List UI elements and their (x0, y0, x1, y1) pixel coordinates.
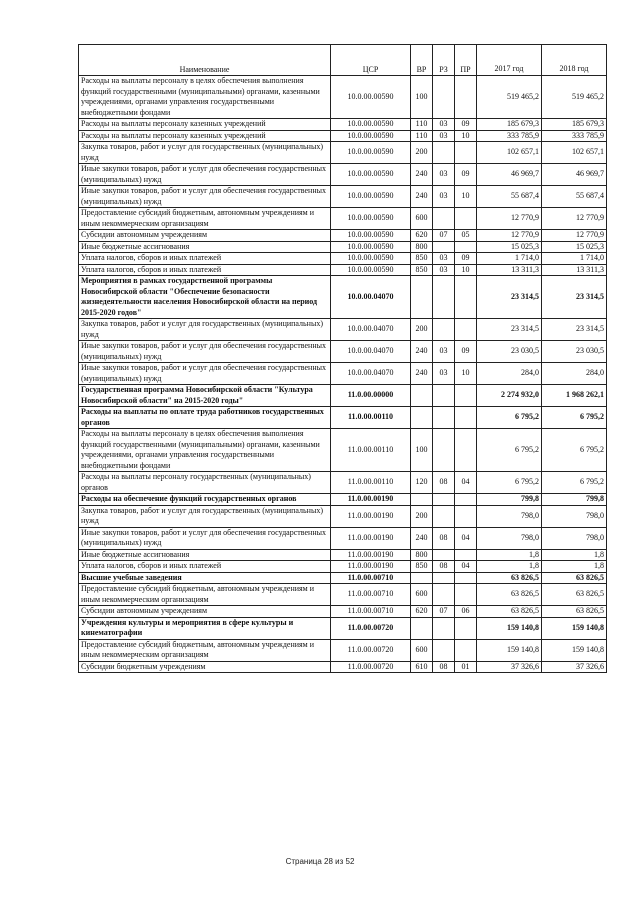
table-row (79, 319, 607, 341)
row-rz-cell: 08 (433, 661, 455, 673)
row-2018-cell: 37 326,6 (542, 661, 607, 673)
row-rz-cell: 03 (433, 130, 455, 142)
row-csr-cell: 11.0.00.00110 (331, 407, 411, 429)
row-rz-cell: 03 (433, 119, 455, 131)
table-row (79, 186, 607, 208)
row-vr-cell: 600 (411, 208, 433, 230)
row-2018-cell: 46 969,7 (542, 164, 607, 186)
row-2018-cell: 102 657,1 (542, 142, 607, 164)
row-pr-cell (455, 208, 477, 230)
row-name-cell: Субсидии автономным учреждениям (79, 230, 331, 242)
row-rz-cell (433, 572, 455, 584)
row-rz-cell (433, 208, 455, 230)
row-csr-cell: 11.0.00.00110 (331, 472, 411, 494)
table-row (79, 505, 607, 527)
row-name-cell: Предоставление субсидий бюджетным, автономным учреждениям и иным некоммерческим организациям (79, 639, 331, 661)
row-rz-cell: 08 (433, 527, 455, 549)
row-name-cell: Иные закупки товаров, работ и услуг для обеспечения государственных (муниципальных) нужд (79, 164, 331, 186)
row-csr-cell: 10.0.00.00590 (331, 76, 411, 119)
table-row (79, 472, 607, 494)
row-2018-cell: 12 770,9 (542, 230, 607, 242)
row-2017-cell: 23 314,5 (477, 276, 542, 319)
row-2018-cell: 15 025,3 (542, 241, 607, 253)
row-vr-cell: 240 (411, 341, 433, 363)
row-2017-cell: 12 770,9 (477, 208, 542, 230)
row-rz-cell: 03 (433, 164, 455, 186)
row-csr-cell: 10.0.00.04070 (331, 319, 411, 341)
row-vr-cell: 600 (411, 639, 433, 661)
row-name-cell: Закупка товаров, работ и услуг для государственных (муниципальных) нужд (79, 319, 331, 341)
row-name-cell: Высшие учебные заведения (79, 572, 331, 584)
row-vr-cell: 620 (411, 230, 433, 242)
row-2017-cell: 6 795,2 (477, 429, 542, 472)
row-2017-cell: 284,0 (477, 363, 542, 385)
row-vr-cell (411, 276, 433, 319)
row-pr-cell (455, 407, 477, 429)
row-2018-cell: 1,8 (542, 561, 607, 573)
row-name-cell: Закупка товаров, работ и услуг для государственных (муниципальных) нужд (79, 505, 331, 527)
row-name-cell: Мероприятия в рамках государственной программы Новосибирской области "Обеспечение безопасности жизнедеятельности населения Новосибирской области на период 2015-2020 годов" (79, 276, 331, 319)
row-csr-cell: 10.0.00.00590 (331, 119, 411, 131)
row-2017-cell: 55 687,4 (477, 186, 542, 208)
row-vr-cell: 800 (411, 549, 433, 561)
row-csr-cell: 11.0.00.00710 (331, 572, 411, 584)
row-vr-cell: 200 (411, 505, 433, 527)
row-rz-cell: 08 (433, 472, 455, 494)
row-pr-cell (455, 572, 477, 584)
table-body (79, 76, 607, 673)
row-2017-cell: 63 826,5 (477, 572, 542, 584)
table-row (79, 606, 607, 618)
row-2018-cell: 63 826,5 (542, 606, 607, 618)
row-2018-cell: 6 795,2 (542, 472, 607, 494)
row-csr-cell: 10.0.00.04070 (331, 363, 411, 385)
row-2017-cell: 333 785,9 (477, 130, 542, 142)
row-pr-cell (455, 429, 477, 472)
row-2017-cell: 15 025,3 (477, 241, 542, 253)
row-2018-cell: 12 770,9 (542, 208, 607, 230)
row-rz-cell (433, 319, 455, 341)
row-vr-cell (411, 617, 433, 639)
row-csr-cell: 11.0.00.00720 (331, 639, 411, 661)
row-pr-cell (455, 241, 477, 253)
table-row (79, 76, 607, 119)
row-vr-cell: 240 (411, 164, 433, 186)
row-vr-cell (411, 385, 433, 407)
row-csr-cell: 10.0.00.00590 (331, 142, 411, 164)
row-2017-cell: 1,8 (477, 561, 542, 573)
row-csr-cell: 11.0.00.00190 (331, 494, 411, 506)
row-2017-cell: 185 679,3 (477, 119, 542, 131)
row-csr-cell: 10.0.00.00590 (331, 241, 411, 253)
row-vr-cell: 620 (411, 606, 433, 618)
page-number: Страница 28 из 52 (285, 857, 355, 866)
row-vr-cell: 610 (411, 661, 433, 673)
row-rz-cell: 03 (433, 363, 455, 385)
row-2017-cell: 798,0 (477, 505, 542, 527)
row-name-cell: Уплата налогов, сборов и иных платежей (79, 561, 331, 573)
row-csr-cell: 11.0.00.00000 (331, 385, 411, 407)
row-vr-cell: 600 (411, 584, 433, 606)
row-2018-cell: 798,0 (542, 527, 607, 549)
row-rz-cell (433, 494, 455, 506)
row-rz-cell: 03 (433, 264, 455, 276)
table-row (79, 561, 607, 573)
row-2017-cell: 798,0 (477, 527, 542, 549)
table-row (79, 527, 607, 549)
row-rz-cell (433, 142, 455, 164)
page-footer (0, 857, 640, 866)
row-2018-cell: 6 795,2 (542, 407, 607, 429)
row-2017-cell: 13 311,3 (477, 264, 542, 276)
row-name-cell: Уплата налогов, сборов и иных платежей (79, 264, 331, 276)
row-csr-cell: 10.0.00.00590 (331, 186, 411, 208)
row-csr-cell: 10.0.00.04070 (331, 341, 411, 363)
row-rz-cell: 03 (433, 341, 455, 363)
row-pr-cell (455, 276, 477, 319)
row-vr-cell: 240 (411, 363, 433, 385)
row-2018-cell: 333 785,9 (542, 130, 607, 142)
row-name-cell: Уплата налогов, сборов и иных платежей (79, 253, 331, 265)
row-pr-cell: 01 (455, 661, 477, 673)
row-vr-cell: 850 (411, 561, 433, 573)
row-pr-cell: 04 (455, 561, 477, 573)
row-csr-cell: 10.0.00.04070 (331, 276, 411, 319)
row-rz-cell: 07 (433, 606, 455, 618)
row-vr-cell: 200 (411, 142, 433, 164)
row-pr-cell (455, 76, 477, 119)
row-2017-cell: 23 314,5 (477, 319, 542, 341)
row-vr-cell: 100 (411, 429, 433, 472)
row-csr-cell: 10.0.00.00590 (331, 230, 411, 242)
row-2017-cell: 2 274 932,0 (477, 385, 542, 407)
row-vr-cell: 850 (411, 253, 433, 265)
header-rz: РЗ (433, 45, 455, 76)
table-row (79, 572, 607, 584)
row-pr-cell: 05 (455, 230, 477, 242)
row-2017-cell: 799,8 (477, 494, 542, 506)
row-name-cell: Расходы на выплаты персоналу в целях обеспечения выполнения функций государственными (муниципальными) органами, казенными учреждениями, органами управления государственными внебюджетными фондами (79, 76, 331, 119)
header-name: Наименование (79, 45, 331, 76)
row-2018-cell: 63 826,5 (542, 584, 607, 606)
row-csr-cell: 10.0.00.00590 (331, 130, 411, 142)
row-csr-cell: 10.0.00.00590 (331, 164, 411, 186)
table-row (79, 661, 607, 673)
header-2017: 2017 год (477, 45, 542, 76)
table-row (79, 164, 607, 186)
row-rz-cell: 03 (433, 253, 455, 265)
row-2018-cell: 185 679,3 (542, 119, 607, 131)
row-name-cell: Расходы на обеспечение функций государственных органов (79, 494, 331, 506)
row-2018-cell: 1 714,0 (542, 253, 607, 265)
row-pr-cell (455, 385, 477, 407)
row-vr-cell: 240 (411, 527, 433, 549)
row-pr-cell: 04 (455, 527, 477, 549)
row-csr-cell: 11.0.00.00190 (331, 505, 411, 527)
table-row (79, 276, 607, 319)
table-row (79, 639, 607, 661)
row-name-cell: Расходы на выплаты по оплате труда работников государственных органов (79, 407, 331, 429)
row-vr-cell: 100 (411, 76, 433, 119)
row-pr-cell: 09 (455, 253, 477, 265)
row-pr-cell (455, 319, 477, 341)
table-row (79, 142, 607, 164)
row-name-cell: Расходы на выплаты персоналу государственных (муниципальных) органов (79, 472, 331, 494)
table-row (79, 429, 607, 472)
row-pr-cell: 04 (455, 472, 477, 494)
row-name-cell: Субсидии бюджетным учреждениям (79, 661, 331, 673)
row-pr-cell: 09 (455, 341, 477, 363)
table-row (79, 241, 607, 253)
header-2018: 2018 год (542, 45, 607, 76)
row-pr-cell: 10 (455, 363, 477, 385)
row-pr-cell (455, 617, 477, 639)
table-row (79, 130, 607, 142)
row-2017-cell: 23 030,5 (477, 341, 542, 363)
row-2018-cell: 799,8 (542, 494, 607, 506)
row-pr-cell: 10 (455, 264, 477, 276)
table-row (79, 253, 607, 265)
row-2018-cell: 23 314,5 (542, 276, 607, 319)
row-pr-cell (455, 549, 477, 561)
row-name-cell: Субсидии автономным учреждениям (79, 606, 331, 618)
row-rz-cell: 07 (433, 230, 455, 242)
row-pr-cell: 09 (455, 164, 477, 186)
row-rz-cell (433, 241, 455, 253)
row-pr-cell (455, 494, 477, 506)
row-2017-cell: 519 465,2 (477, 76, 542, 119)
row-name-cell: Учреждения культуры и мероприятия в сфере культуры и кинематографии (79, 617, 331, 639)
row-2018-cell: 1 968 262,1 (542, 385, 607, 407)
row-pr-cell: 10 (455, 130, 477, 142)
row-2018-cell: 6 795,2 (542, 429, 607, 472)
row-csr-cell: 10.0.00.00590 (331, 253, 411, 265)
header-pr: ПР (455, 45, 477, 76)
row-vr-cell: 110 (411, 119, 433, 131)
row-vr-cell (411, 572, 433, 584)
table-row (79, 363, 607, 385)
row-vr-cell: 120 (411, 472, 433, 494)
row-vr-cell: 850 (411, 264, 433, 276)
row-2017-cell: 63 826,5 (477, 584, 542, 606)
row-csr-cell: 11.0.00.00710 (331, 584, 411, 606)
row-rz-cell (433, 429, 455, 472)
table-row (79, 584, 607, 606)
row-rz-cell (433, 276, 455, 319)
row-2017-cell: 159 140,8 (477, 617, 542, 639)
row-pr-cell: 09 (455, 119, 477, 131)
row-name-cell: Иные бюджетные ассигнования (79, 241, 331, 253)
row-rz-cell (433, 584, 455, 606)
row-rz-cell (433, 76, 455, 119)
row-name-cell: Иные закупки товаров, работ и услуг для обеспечения государственных (муниципальных) нужд (79, 363, 331, 385)
row-csr-cell: 11.0.00.00190 (331, 561, 411, 573)
row-rz-cell (433, 385, 455, 407)
row-2017-cell: 1,8 (477, 549, 542, 561)
row-vr-cell (411, 494, 433, 506)
row-pr-cell: 06 (455, 606, 477, 618)
header-vr: ВР (411, 45, 433, 76)
row-name-cell: Закупка товаров, работ и услуг для государственных (муниципальных) нужд (79, 142, 331, 164)
row-2018-cell: 159 140,8 (542, 617, 607, 639)
row-csr-cell: 11.0.00.00710 (331, 606, 411, 618)
row-2017-cell: 102 657,1 (477, 142, 542, 164)
table-row (79, 407, 607, 429)
header-csr: ЦСР (331, 45, 411, 76)
row-vr-cell: 240 (411, 186, 433, 208)
row-2017-cell: 37 326,6 (477, 661, 542, 673)
table-row (79, 264, 607, 276)
table-row (79, 208, 607, 230)
row-name-cell: Иные бюджетные ассигнования (79, 549, 331, 561)
row-rz-cell (433, 407, 455, 429)
row-2018-cell: 23 030,5 (542, 341, 607, 363)
row-rz-cell (433, 617, 455, 639)
row-vr-cell: 200 (411, 319, 433, 341)
table-row (79, 549, 607, 561)
table-row (79, 494, 607, 506)
row-name-cell: Расходы на выплаты персоналу казенных учреждений (79, 119, 331, 131)
row-2018-cell: 519 465,2 (542, 76, 607, 119)
row-csr-cell: 11.0.00.00720 (331, 617, 411, 639)
table-row (79, 230, 607, 242)
table-row (79, 341, 607, 363)
row-name-cell: Предоставление субсидий бюджетным, автономным учреждениям и иным некоммерческим организациям (79, 584, 331, 606)
row-2017-cell: 63 826,5 (477, 606, 542, 618)
row-csr-cell: 10.0.00.00590 (331, 264, 411, 276)
row-2018-cell: 13 311,3 (542, 264, 607, 276)
table-row (79, 119, 607, 131)
row-rz-cell: 03 (433, 186, 455, 208)
row-rz-cell (433, 639, 455, 661)
table-header-row (79, 45, 607, 76)
row-pr-cell (455, 505, 477, 527)
row-rz-cell: 08 (433, 561, 455, 573)
row-name-cell: Иные закупки товаров, работ и услуг для обеспечения государственных (муниципальных) нужд (79, 341, 331, 363)
row-csr-cell: 11.0.00.00110 (331, 429, 411, 472)
row-csr-cell: 11.0.00.00190 (331, 549, 411, 561)
row-2018-cell: 1,8 (542, 549, 607, 561)
row-csr-cell: 11.0.00.00190 (331, 527, 411, 549)
row-2018-cell: 159 140,8 (542, 639, 607, 661)
table-row (79, 385, 607, 407)
row-vr-cell: 110 (411, 130, 433, 142)
row-2017-cell: 6 795,2 (477, 472, 542, 494)
row-2018-cell: 55 687,4 (542, 186, 607, 208)
budget-table (78, 44, 607, 673)
row-name-cell: Расходы на выплаты персоналу в целях обеспечения выполнения функций государственными (муниципальными) органами, казенными учреждениями, органами управления государственными внебюджетными фондами (79, 429, 331, 472)
row-2017-cell: 159 140,8 (477, 639, 542, 661)
row-2017-cell: 12 770,9 (477, 230, 542, 242)
row-2018-cell: 284,0 (542, 363, 607, 385)
row-csr-cell: 10.0.00.00590 (331, 208, 411, 230)
row-vr-cell: 800 (411, 241, 433, 253)
row-name-cell: Расходы на выплаты персоналу казенных учреждений (79, 130, 331, 142)
row-rz-cell (433, 505, 455, 527)
row-2018-cell: 798,0 (542, 505, 607, 527)
row-name-cell: Предоставление субсидий бюджетным, автономным учреждениям и иным некоммерческим организациям (79, 208, 331, 230)
row-pr-cell (455, 584, 477, 606)
row-pr-cell (455, 142, 477, 164)
row-2017-cell: 1 714,0 (477, 253, 542, 265)
row-pr-cell: 10 (455, 186, 477, 208)
row-2018-cell: 23 314,5 (542, 319, 607, 341)
row-2017-cell: 46 969,7 (477, 164, 542, 186)
row-rz-cell (433, 549, 455, 561)
row-2018-cell: 63 826,5 (542, 572, 607, 584)
row-csr-cell: 11.0.00.00720 (331, 661, 411, 673)
row-name-cell: Иные закупки товаров, работ и услуг для обеспечения государственных (муниципальных) нужд (79, 186, 331, 208)
table-row (79, 617, 607, 639)
row-2017-cell: 6 795,2 (477, 407, 542, 429)
row-pr-cell (455, 639, 477, 661)
row-name-cell: Иные закупки товаров, работ и услуг для обеспечения государственных (муниципальных) нужд (79, 527, 331, 549)
row-name-cell: Государственная программа Новосибирской области "Культура Новосибирской области" на 2015-2020 годы" (79, 385, 331, 407)
row-vr-cell (411, 407, 433, 429)
